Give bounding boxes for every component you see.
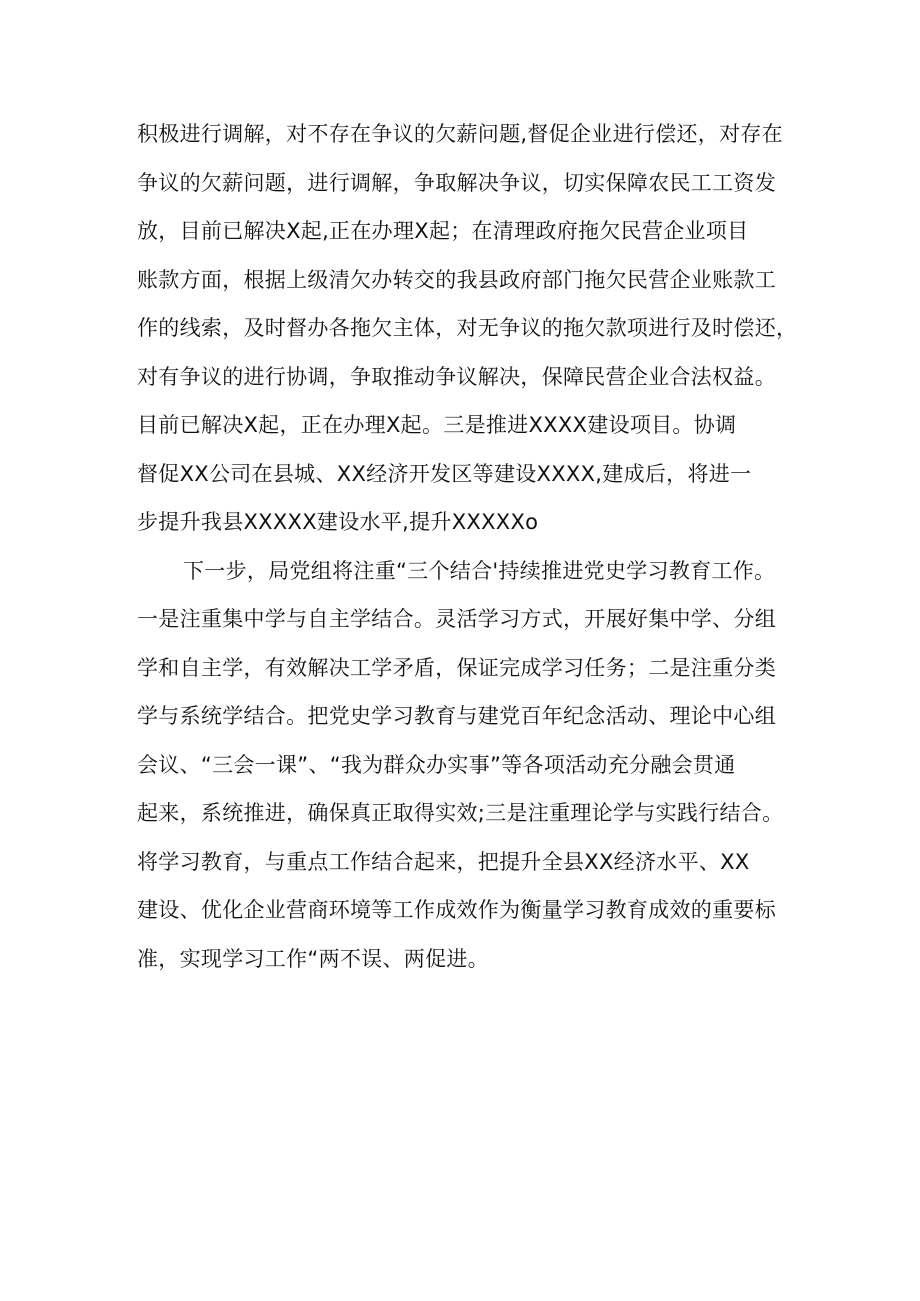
text-line: 建设、优化企业营商环境等工作成效作为衡量学习教育成效的重要标	[137, 898, 776, 922]
text-line: 准，实现学习工作“两不误、两促进。	[137, 946, 489, 971]
text-line: 账款方面，根据上级清欠办转交的我县政府部门拖欠民营企业账款工	[137, 267, 776, 292]
text-line: 起来，系统推进，确保真正取得实效;三是注重理论学与实践行结合。	[137, 801, 784, 825]
text-line: 将学习教育，与重点工作结合起来，把提升全县XX经济水平、XX	[137, 849, 750, 874]
text-line: 对有争议的进行协调，争取推动争议解决，保障民营企业合法权益。	[137, 364, 776, 389]
text-line: 争议的欠薪问题，进行调解，争取解决争议，切实保障农民工工资发	[137, 170, 776, 195]
text-line: 学和自主学，有效解决工学矛盾，保证完成学习任务；二是注重分类	[137, 655, 776, 680]
text-line: 作的线索，及时督办各拖欠主体，对无争议的拖欠款项进行及时偿还，	[137, 316, 798, 340]
text-line: 下一步，局党组将注重“三个结合'持续推进党史学习教育工作。	[183, 558, 776, 583]
document-body	[137, 110, 797, 983]
text-line: 积极进行调解，对不存在争议的欠薪问题,督促企业进行偿还，对存在	[137, 122, 783, 146]
text-line: 督促XX公司在县城、XX经济开发区等建设XXXX,建成后，将进一	[137, 461, 752, 486]
text-line: 会议、“三会一课”、“我为群众办实事”等各项活动充分融会贯通	[137, 752, 736, 777]
paragraph-1	[137, 110, 797, 547]
text-line: 学与系统学结合。把党史学习教育与建党百年纪念活动、理论中心组	[137, 704, 776, 728]
text-line: 步提升我县XXXXX建设水平,提升XXXXXo	[137, 510, 539, 534]
text-line: 一是注重集中学与自主学结合。灵活学习方式，开展好集中学、分组	[137, 607, 776, 631]
text-line: 放，目前已解决X起,正在办理X起；在清理政府拖欠民营企业项目	[137, 219, 749, 243]
paragraph-2	[137, 547, 797, 984]
text-line: 目前已解决X起，正在办理X起。三是推进XXXX建设项目。协调	[137, 413, 737, 437]
